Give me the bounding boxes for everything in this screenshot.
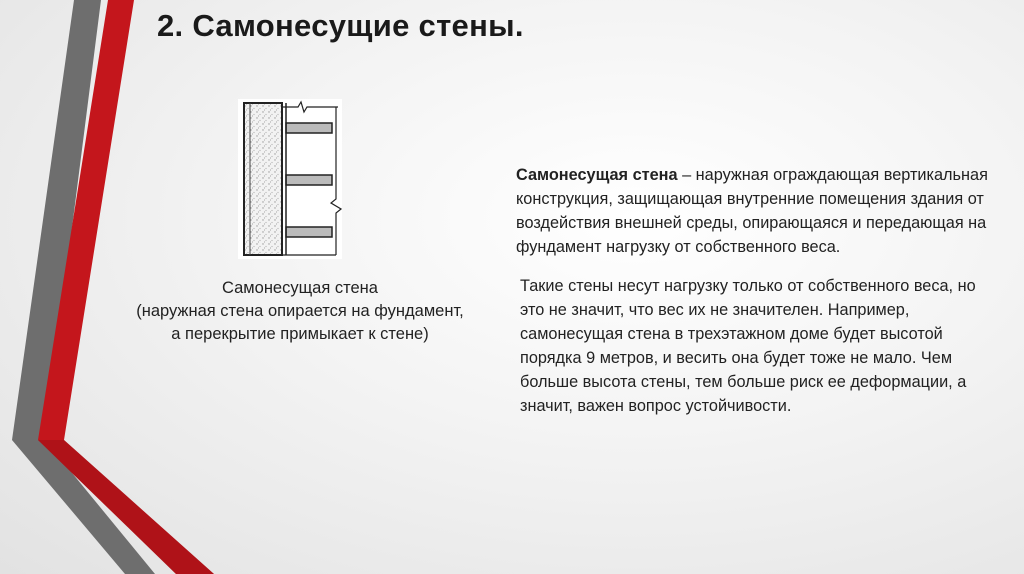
- defined-term: Самонесущая стена: [516, 166, 678, 184]
- floor-slab-2: [286, 175, 332, 185]
- wall-section-diagram: [238, 99, 342, 259]
- definition-paragraph: [516, 163, 996, 259]
- caption-title: Самонесущая стена: [222, 279, 378, 297]
- caption-note: (наружная стена опирается на фундамент, а перекрытие примыкает к стене): [136, 302, 464, 343]
- slide-title: 2. Самонесущие стены.: [157, 8, 524, 43]
- definition-text: – наружная ограждающая вертикальная конструкция, защищающая внутренние помещения здания от воздействия внешней среды, опирающаяся и передающая на фундамент нагрузку от собственного веса.: [516, 166, 988, 256]
- explanation-paragraph: Такие стены несут нагрузку только от собственного веса, но это не значит, что вес их не значителен. Например, самонесущая стена в трехэтажном доме будет высотой порядка 9 метров, и весить она будет тоже не мало. Чем больше высота стены, тем больше риск ее деформации, а значит, важен вопрос устойчивости.: [520, 277, 976, 415]
- floor-slab-3: [286, 227, 332, 237]
- diagram-caption: [130, 277, 470, 346]
- description-block: [516, 163, 996, 418]
- floor-slab-1: [286, 123, 332, 133]
